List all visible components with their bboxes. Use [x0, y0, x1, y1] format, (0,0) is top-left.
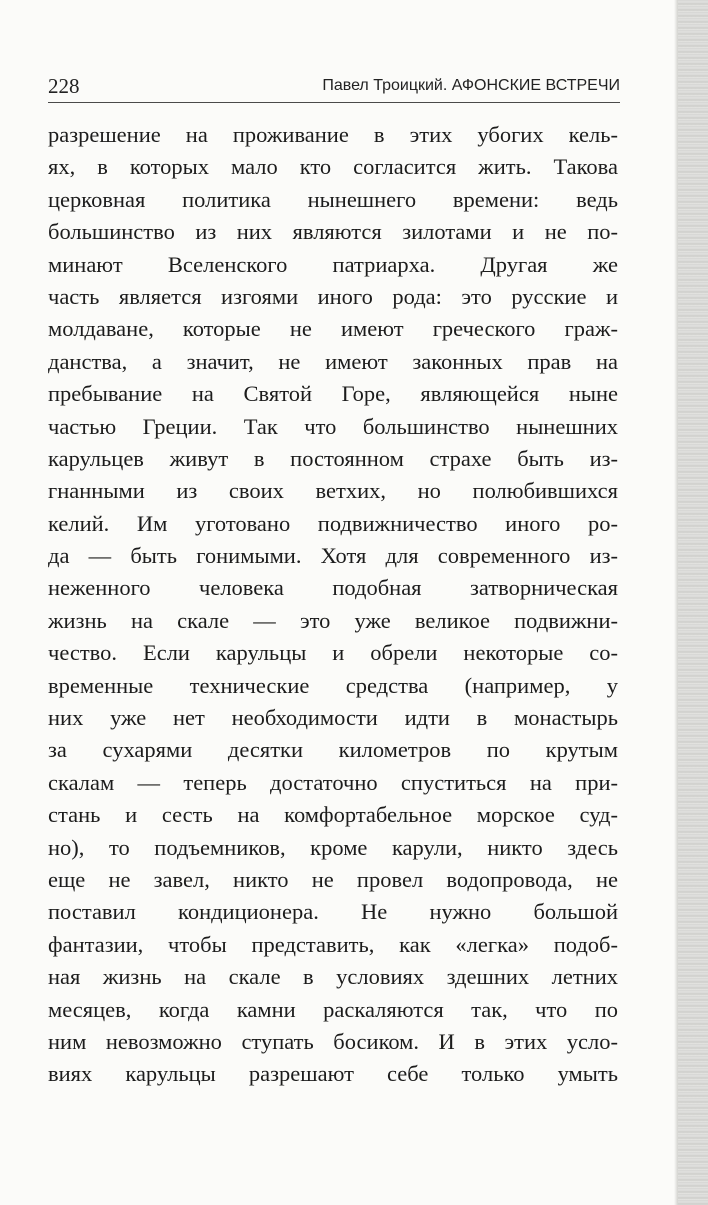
text-line: за сухарями десятки километров по крутым	[48, 737, 618, 763]
text-line: ним невозможно ступать босиком. И в этих усло-	[48, 1028, 618, 1054]
text-line: гнанными из своих ветхих, но полюбившихся	[48, 478, 618, 504]
text-line: поставил кондиционера. Не нужно большой	[48, 899, 618, 925]
body-text	[48, 119, 618, 1091]
text-line: пребывание на Святой Горе, являющейся ныне	[48, 381, 618, 407]
text-line: да — быть гонимыми. Хотя для современного из-	[48, 543, 618, 569]
text-line: месяцев, когда камни раскаляются так, что по	[48, 996, 618, 1022]
text-line: ная жизнь на скале в условиях здешних летних	[48, 964, 618, 990]
text-line: скалам — теперь достаточно спуститься на при-	[48, 769, 618, 795]
text-line: келий. Им уготовано подвижничество иного ро-	[48, 510, 618, 536]
text-line: неженного человека подобная затворническая	[48, 575, 618, 601]
page-number: 228	[48, 74, 80, 98]
text-line: фантазии, чтобы представить, как «легка» подоб-	[48, 931, 618, 957]
scan-edge	[678, 0, 708, 1205]
text-line: виях карульцы разрешают себе только умыть	[48, 1061, 618, 1087]
text-line: молдаване, которые не имеют греческого граж-	[48, 316, 618, 342]
text-line: минают Вселенского патриарха. Другая же	[48, 251, 618, 277]
text-line: данства, а значит, не имеют законных прав на	[48, 348, 618, 374]
text-line: них уже нет необходимости идти в монастырь	[48, 705, 618, 731]
text-line: ях, в которых мало кто согласится жить. Такова	[48, 154, 618, 180]
text-line: стань и сесть на комфортабельное морское суд-	[48, 802, 618, 828]
text-line: разрешение на проживание в этих убогих кель-	[48, 122, 618, 147]
text-line: церковная политика нынешнего времени: ведь	[48, 186, 618, 212]
running-head: Павел Троицкий. АФОНСКИЕ ВСТРЕЧИ	[322, 77, 620, 94]
page-header	[48, 72, 620, 103]
text-line: временные технические средства (например, у	[48, 672, 618, 698]
text-line: большинство из них являются зилотами и не по-	[48, 219, 618, 245]
text-line: карульцев живут в постоянном страхе быть из-	[48, 445, 618, 471]
text-line: частью Греции. Так что большинство нынешних	[48, 413, 618, 439]
text-line: но), то подъемников, кроме карули, никто здесь	[48, 834, 618, 860]
text-line: жизнь на скале — это уже великое подвижни-	[48, 607, 618, 633]
text-line: еще не завел, никто не провел водопровода, не	[48, 866, 618, 892]
text-line: часть является изгоями иного рода: это русские и	[48, 283, 618, 309]
text-line: чество. Если карульцы и обрели некоторые со-	[48, 640, 618, 666]
